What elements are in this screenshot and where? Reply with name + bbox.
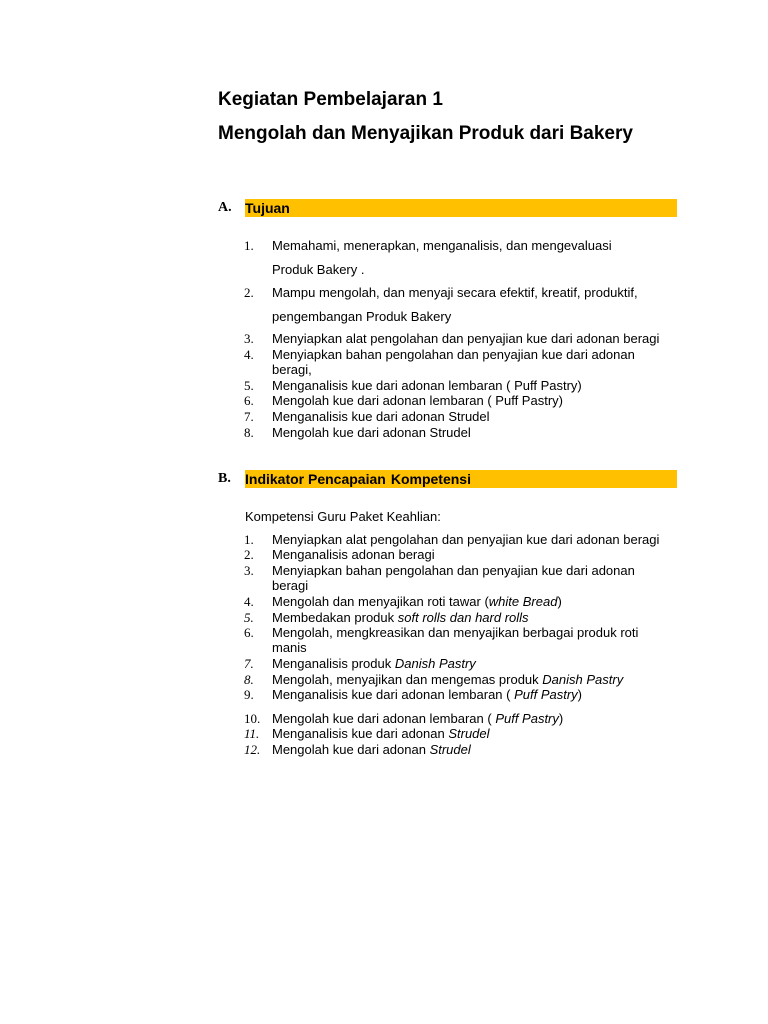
list-number: 8. (244, 672, 254, 687)
list-number: 2. (244, 547, 254, 562)
list-number: 2. (244, 285, 254, 300)
list-text: Mengolah kue dari adonan Strudel (272, 425, 471, 440)
list-text: Mengolah kue dari adonan lembaran ( Puff Pastry) (272, 393, 563, 408)
list-number: 1. (244, 532, 254, 547)
list-number: 11. (244, 726, 260, 741)
section-b-label-part1: Indikator Pencapaian (245, 471, 386, 487)
section-b-highlight-bar (245, 470, 677, 488)
list-text: Menganalisis produk Danish Pastry (272, 656, 476, 671)
list-text: Menyiapkan alat pengolahan dan penyajian kue dari adonan beragi (272, 532, 660, 547)
section-b-label-part2: Kompetensi (390, 471, 471, 487)
list-number: 4. (244, 347, 254, 362)
section-b-letter: B. (218, 471, 231, 486)
list-number: 1. (244, 238, 254, 253)
list-number: 6. (244, 625, 254, 640)
list-text: Menganalisis kue dari adonan Strudel (272, 409, 490, 424)
section-a-label: Tujuan (245, 200, 290, 216)
list-text: Menyiapkan bahan pengolahan dan penyajian kue dari adonan beragi (272, 563, 635, 593)
list-text: Menyiapkan alat pengolahan dan penyajian kue dari adonan beragi (272, 331, 660, 346)
list-number: 3. (244, 331, 254, 346)
list-text: Menganalisis kue dari adonan lembaran ( Puff Pastry) (272, 687, 583, 702)
list-text: Menganalisis adonan beragi (272, 547, 435, 562)
list-text: Mengolah, menyajikan dan mengemas produk Danish Pastry (272, 672, 624, 687)
section-a-letter: A. (218, 200, 232, 215)
list-text: Mengolah dan menyajikan roti tawar (white Bread) (272, 594, 562, 609)
list-number: 7. (244, 656, 254, 671)
list-number: 12. (244, 742, 261, 757)
list-text: Menganalisis kue dari adonan Strudel (272, 726, 490, 741)
list-number: 5. (244, 610, 254, 625)
list-number: 3. (244, 563, 254, 578)
chapter-subtitle: Mengolah dan Menyajikan Produk dari Bakery (218, 123, 633, 144)
list-number: 4. (244, 594, 254, 609)
section-b-label (245, 470, 471, 488)
list-number: 6. (244, 393, 254, 408)
list-number: 7. (244, 409, 254, 424)
list-number: 8. (244, 425, 254, 440)
list-number: 5. (244, 378, 254, 393)
list-text: Menyiapkan bahan pengolahan dan penyajian kue dari adonan beragi, (272, 347, 635, 377)
list-text: Mampu mengolah, dan menyaji secara efektif, kreatif, produktif, pengembangan Produk Bakery (272, 285, 638, 324)
list-text: Mengolah, mengkreasikan dan menyajikan berbagai produk roti manis (272, 625, 639, 655)
list-number: 9. (244, 687, 254, 702)
list-text: Mengolah kue dari adonan lembaran ( Puff Pastry) (272, 711, 564, 726)
list-number: 10. (244, 711, 261, 726)
list-text: Menganalisis kue dari adonan lembaran ( Puff Pastry) (272, 378, 582, 393)
list-text: Mengolah kue dari adonan Strudel (272, 742, 471, 757)
chapter-title: Kegiatan Pembelajaran 1 (218, 89, 443, 110)
list-text: Memahami, menerapkan, menganalisis, dan mengevaluasi Produk Bakery . (272, 238, 612, 277)
section-b-intro: Kompetensi Guru Paket Keahlian: (245, 509, 441, 524)
list-text: Membedakan produk soft rolls dan hard rolls (272, 610, 529, 625)
section-a-highlight-bar (245, 199, 677, 217)
